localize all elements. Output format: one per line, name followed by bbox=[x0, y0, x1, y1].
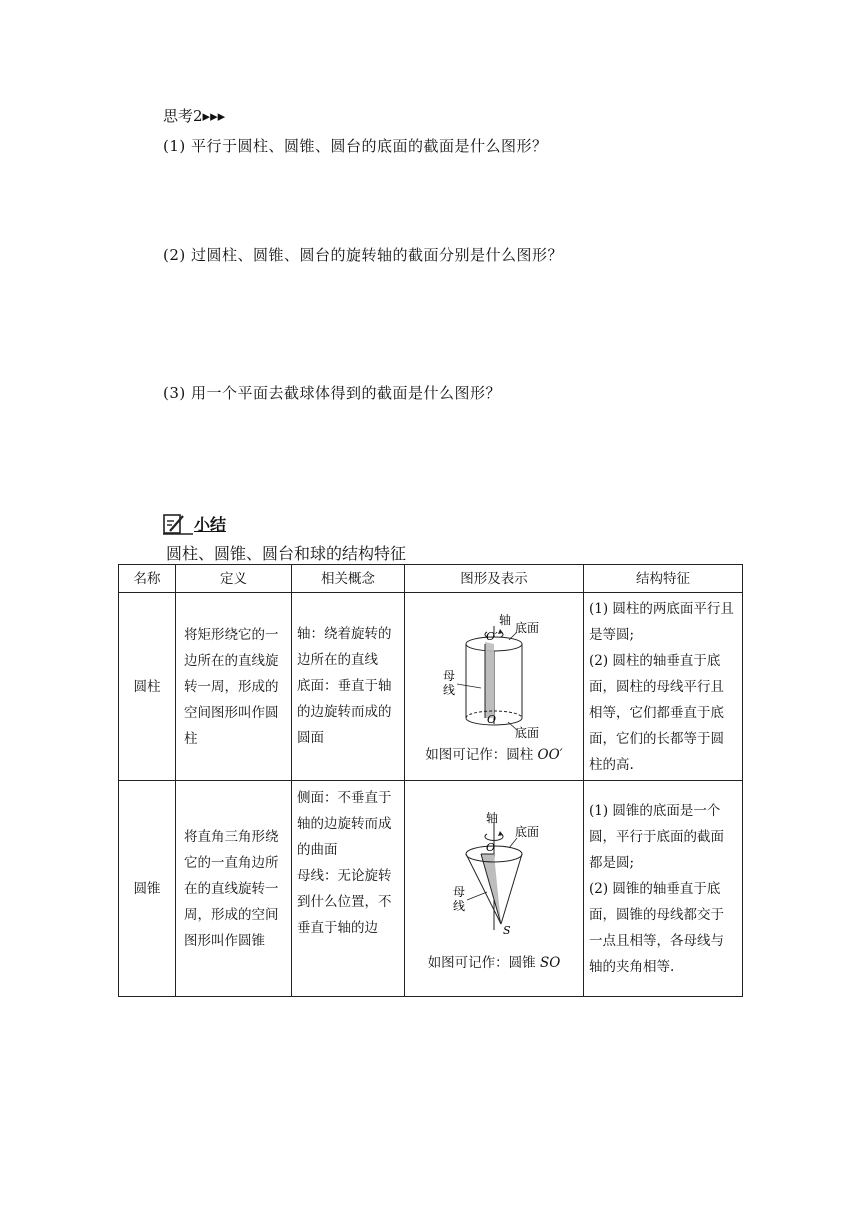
cylinder-generatrix-label-2: 线 bbox=[443, 682, 456, 697]
question-2: (2) 过圆柱、圆锥、圆台的旋转轴的截面分别是什么图形？ bbox=[163, 246, 564, 264]
cylinder-axis-label: 轴 bbox=[499, 612, 512, 627]
cone-generatrix-label-2: 线 bbox=[453, 898, 466, 913]
cylinder-generatrix-label-1: 母 bbox=[443, 668, 456, 683]
cylinder-top-center: O′ bbox=[486, 629, 498, 643]
question-3: (3) 用一个平面去截球体得到的截面是什么图形？ bbox=[163, 384, 502, 402]
cylinder-caption-symbol: OO′ bbox=[537, 746, 563, 763]
related-concepts-1: 轴：绕着旋转的边所在的直线 底面：垂直于轴的边旋转而成的圆面 bbox=[292, 593, 405, 781]
header-figure: 图形及表示 bbox=[405, 565, 584, 593]
header-name: 名称 bbox=[119, 565, 176, 593]
cylinder-top-base-label: 底面 bbox=[515, 620, 540, 635]
cone-definition: 将直角三角形绕它的一直角边所在的直线旋转一周，形成的空间图形叫作圆锥 bbox=[176, 781, 292, 997]
question-1: (1) 平行于圆柱、圆锥、圆台的底面的截面是什么图形？ bbox=[163, 137, 548, 155]
header-related: 相关概念 bbox=[292, 565, 405, 593]
cone-caption bbox=[405, 950, 583, 976]
related-concepts-2: 侧面：不垂直于轴的边旋转而成的曲面 母线：无论旋转到什么位置，不垂直于轴的边 bbox=[292, 781, 405, 997]
cone-generatrix-label-1: 母 bbox=[453, 884, 466, 899]
cylinder-features: (1) 圆柱的两底面平行且是等圆; (2) 圆柱的轴垂直于底面，圆柱的母线平行且相等，它们都垂直于底面，它们的长都等于圆柱的高. bbox=[584, 593, 743, 781]
cylinder-bottom-center: O bbox=[487, 712, 497, 726]
cone-caption-prefix: 如图可记作：圆锥 bbox=[427, 954, 540, 971]
table-row bbox=[119, 593, 743, 781]
cylinder-name: 圆柱 bbox=[119, 593, 176, 781]
cone-caption-symbol: SO bbox=[539, 954, 561, 971]
header-definition: 定义 bbox=[176, 565, 292, 593]
cylinder-caption bbox=[405, 742, 583, 768]
cone-figure-cell bbox=[405, 781, 584, 997]
cone-base-label: 底面 bbox=[515, 824, 540, 839]
cone-features: (1) 圆锥的底面是一个圆，平行于底面的截面都是圆; (2) 圆锥的轴垂直于底面，圆锥的母线都交于一点且相等，各母线与轴的夹角相等. bbox=[584, 781, 743, 997]
cone-apex-label: S bbox=[503, 923, 511, 937]
cone-figure bbox=[429, 808, 559, 948]
header-features: 结构特征 bbox=[584, 565, 743, 593]
pencil-note-icon bbox=[163, 513, 193, 535]
structure-table bbox=[118, 564, 743, 997]
cylinder-bottom-base-label: 底面 bbox=[515, 725, 540, 740]
cylinder-figure bbox=[429, 612, 559, 740]
think-title: 思考2▸▸▸ bbox=[163, 107, 226, 125]
cone-center-label: O bbox=[486, 840, 496, 854]
table-row bbox=[119, 781, 743, 997]
cylinder-definition: 将矩形绕它的一边所在的直线旋转一周，形成的空间图形叫作圆柱 bbox=[176, 593, 292, 781]
cylinder-caption-prefix: 如图可记作：圆柱 bbox=[425, 746, 538, 763]
cone-name: 圆锥 bbox=[119, 781, 176, 997]
summary-label: 小结 bbox=[194, 515, 227, 534]
table-header-row bbox=[119, 565, 743, 593]
table-title: 圆柱、圆锥、圆台和球的结构特征 bbox=[166, 544, 407, 563]
cone-axis-label: 轴 bbox=[486, 810, 499, 825]
cylinder-figure-cell bbox=[405, 593, 584, 781]
